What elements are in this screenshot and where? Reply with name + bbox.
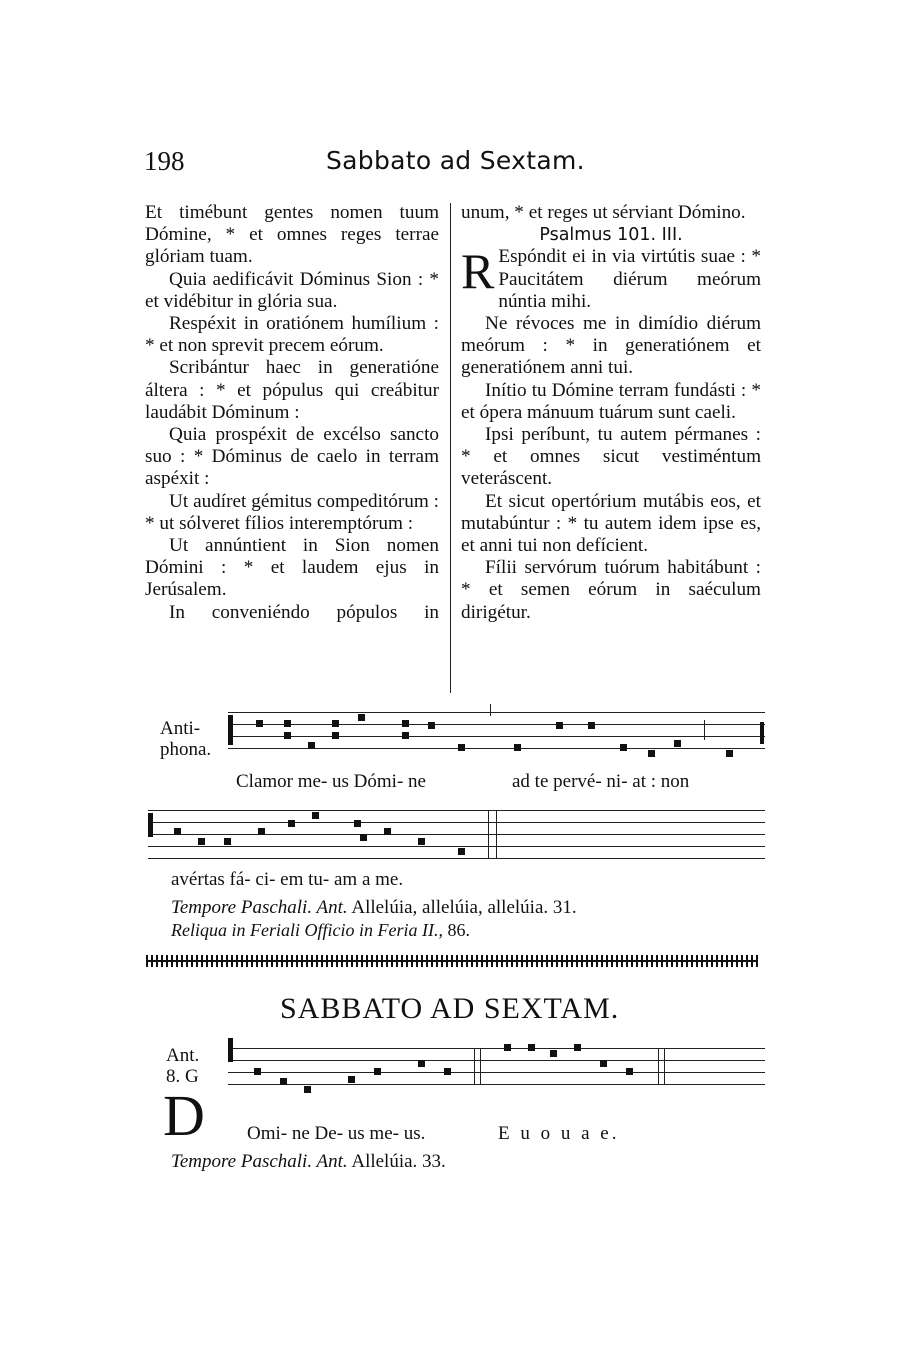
lyrics-line: avértas fá- ci- em tu- am a me. bbox=[171, 869, 404, 890]
verse: Et timébunt gentes nomen tuum Dómine, * et omnes reges terrae glóriam tuam. bbox=[145, 202, 439, 268]
running-title: Sabbato ad Sextam. bbox=[326, 146, 585, 175]
verse: Respéxit in oratiónem humílium : * et non sprevit precem eórum. bbox=[145, 313, 439, 357]
chant-staff-3 bbox=[228, 1048, 765, 1098]
lyrics-line: Clamor me- us Dómi- ne bbox=[236, 771, 426, 792]
first-verse-text: Espóndit ei in via virtútis suae : * Paucitátem diérum meórum núntia mihi. bbox=[498, 246, 761, 312]
chant-staff-2 bbox=[148, 810, 765, 860]
lyrics-line: ad te pervé- ni- at : non bbox=[512, 771, 690, 792]
ornamental-border bbox=[146, 955, 758, 967]
paschal-note: Tempore Paschali. Ant. Allelúia. 33. bbox=[171, 1151, 446, 1172]
verse: Ut annúntient in Sion nomen Dómini : * et laudem ejus in Jerúsalem. bbox=[145, 535, 439, 601]
verse-continuation: unum, * et reges ut sérviant Dómino. bbox=[461, 202, 746, 223]
verse: Scribántur haec in generatióne áltera : * et pópulus qui creábitur laudábit Dóminum : bbox=[145, 357, 439, 423]
chant-staff-1 bbox=[228, 712, 765, 762]
verse: Fílii servórum tuórum habitábunt : * et semen eórum in saéculum dirigétur. bbox=[461, 557, 761, 623]
verse: Quia prospéxit de excélso sancto suo : * Dóminus de caelo in terram aspéxit : bbox=[145, 424, 439, 490]
verse: Ut audíret gémitus compeditórum : * ut sólveret fílios interemptórum : bbox=[145, 490, 439, 534]
verse: Quia aedificávit Dóminus Sion : * et vidébitur in glória sua. bbox=[145, 268, 439, 312]
drop-initial: R bbox=[461, 243, 495, 300]
section-title: SABBATO AD SEXTAM. bbox=[280, 992, 620, 1025]
antiphon-label: Anti- phona. bbox=[160, 718, 212, 760]
first-verse bbox=[461, 243, 761, 313]
psalm-title: Psalmus 101. III. bbox=[539, 225, 683, 246]
right-column bbox=[461, 202, 761, 624]
verse: Inítio tu Dómine terram fundásti : * et ópera mánuum tuárum sunt caeli. bbox=[461, 379, 761, 423]
verse: In conveniéndo pópulos in bbox=[169, 601, 439, 623]
column-divider bbox=[450, 203, 451, 693]
drop-initial-d: D bbox=[163, 1083, 205, 1148]
verse: Et sicut opertórium mutábis eos, et mutabúntur : * tu autem idem ipse es, et anni tui non defícient. bbox=[461, 490, 761, 557]
paschal-note: Tempore Paschali. Ant. Allelúia, allelúia, allelúia. 31. bbox=[171, 897, 577, 918]
lyrics-line: Omi- ne De- us me- us. bbox=[247, 1123, 426, 1144]
verse: Ne révoces me in dimídio diérum meórum : * in generatiónem et generatiónem anni tui. bbox=[461, 313, 761, 379]
antiphon-label: Ant. 8. G bbox=[166, 1045, 200, 1087]
verse: Ipsi períbunt, tu autem pérmanes : * et omnes sicut vestiméntum veteráscent. bbox=[461, 424, 761, 490]
lyrics-line: E u o u a e. bbox=[498, 1123, 620, 1144]
reliqua-note: Reliqua in Feriali Officio in Feria II., 86. bbox=[171, 920, 470, 940]
page-number: 198 bbox=[144, 146, 185, 176]
left-column bbox=[145, 202, 439, 624]
